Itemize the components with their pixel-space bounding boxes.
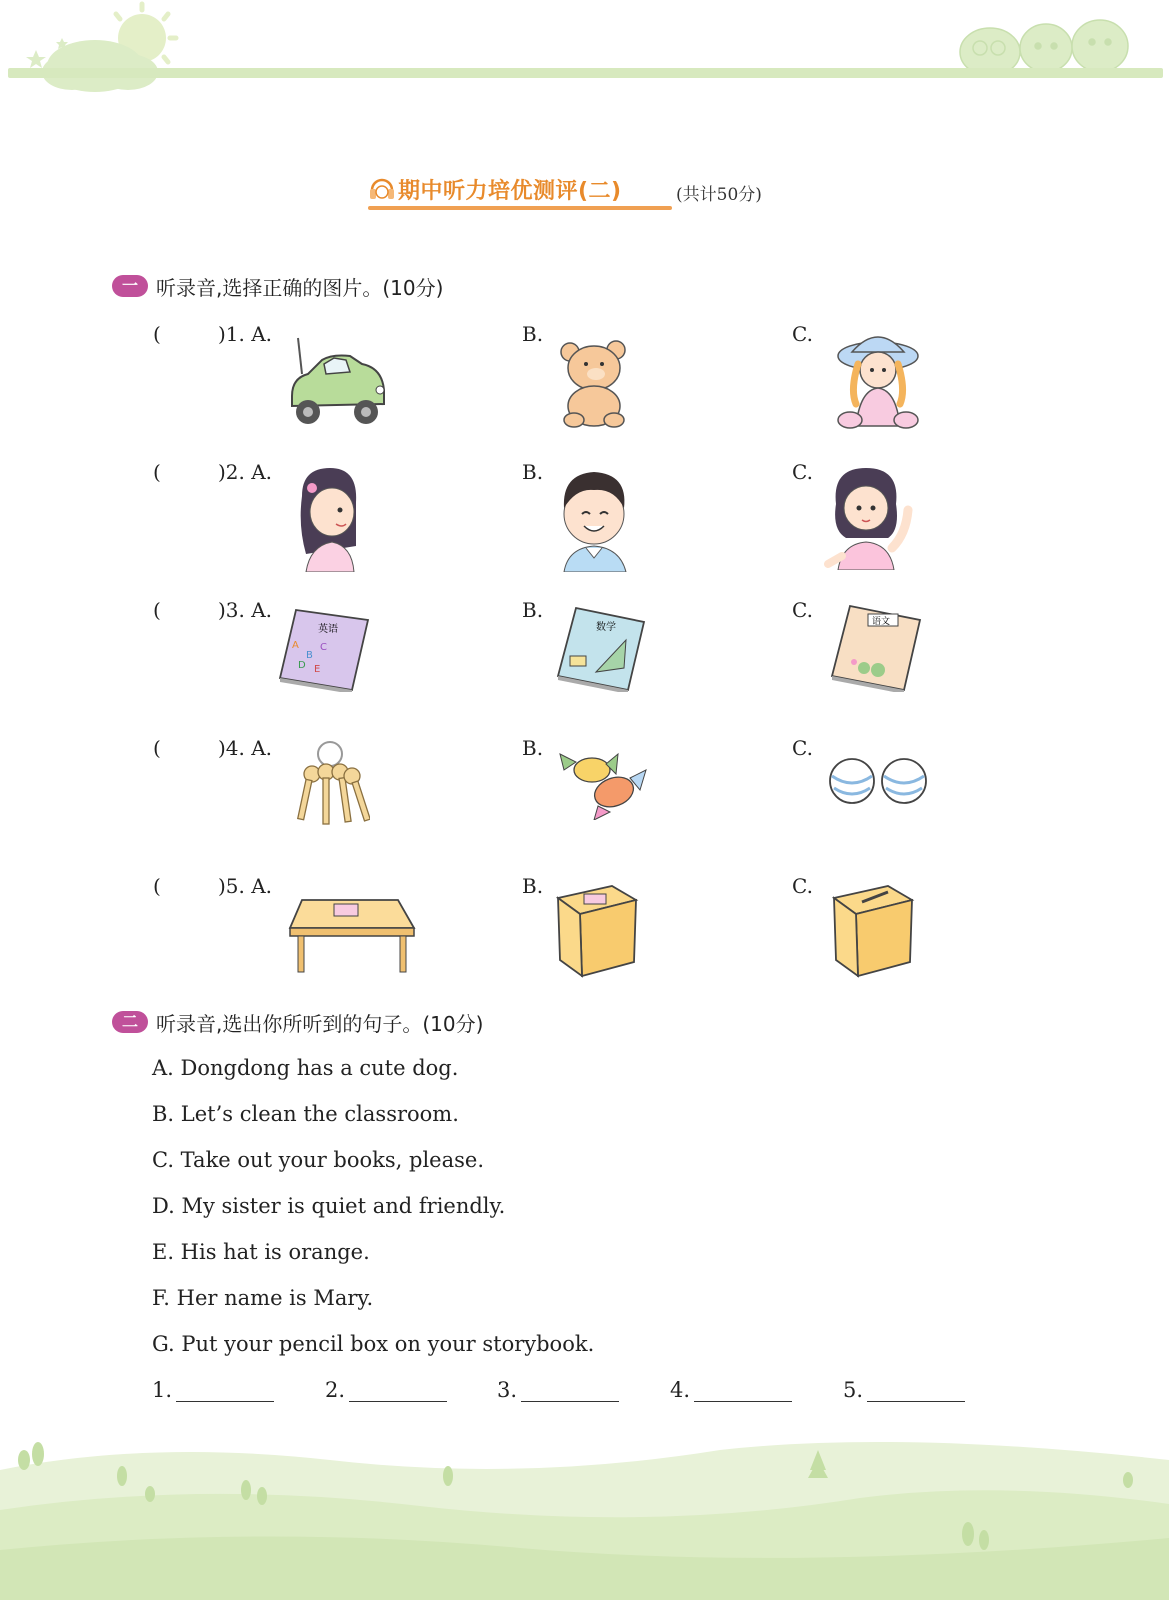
option-b-label: B. — [522, 322, 544, 346]
question-number: )3. A. — [218, 598, 273, 622]
answer-blank — [843, 1378, 965, 1402]
option-b-label: B. — [522, 874, 544, 898]
sentence-option: D. My sister is quiet and friendly. — [152, 1194, 506, 1218]
girl-waving-icon[interactable] — [824, 464, 920, 570]
answer-blank — [152, 1378, 274, 1402]
english-book-icon[interactable] — [278, 606, 374, 692]
question-number: )1. A. — [218, 322, 273, 346]
boy-icon[interactable] — [554, 466, 634, 572]
section-badge: 二 — [112, 1011, 148, 1033]
sentence-option: B. Let’s clean the classroom. — [152, 1102, 459, 1126]
question-row — [0, 322, 1169, 462]
blank-number: 2. — [325, 1378, 346, 1402]
headphones-icon — [368, 172, 396, 204]
blank-line[interactable] — [521, 1381, 619, 1402]
chinese-book-icon[interactable] — [830, 604, 924, 692]
answer-paren[interactable]: ( — [153, 736, 161, 760]
table-icon[interactable] — [288, 896, 416, 974]
sentence-option: G. Put your pencil box on your storybook. — [152, 1332, 595, 1356]
question-number: )4. A. — [218, 736, 273, 760]
section-title: 听录音,选出你所听到的句子。(10分) — [156, 1012, 484, 1036]
answer-paren[interactable]: ( — [153, 874, 161, 898]
answer-blank — [670, 1378, 792, 1402]
doll-icon[interactable] — [830, 330, 926, 430]
section-badge: 一 — [112, 275, 148, 297]
option-b-label: B. — [522, 598, 544, 622]
question-row — [0, 874, 1169, 1014]
svg-text:C: C — [320, 642, 327, 653]
answer-paren[interactable]: ( — [153, 322, 161, 346]
sun-cloud-icon — [26, 4, 176, 92]
footer-hills — [0, 1420, 1169, 1600]
sentence-option: C. Take out your books, please. — [152, 1148, 484, 1172]
answer-blank — [325, 1378, 447, 1402]
math-book-icon[interactable] — [556, 606, 648, 692]
blank-number: 3. — [497, 1378, 518, 1402]
keys-icon[interactable] — [286, 738, 370, 832]
section-title: 听录音,选择正确的图片。(10分) — [156, 276, 444, 300]
title-main: 期中听力培优测评(二) — [398, 179, 622, 204]
question-number: )5. A. — [218, 874, 273, 898]
candy-icon[interactable] — [558, 748, 650, 820]
svg-text:B: B — [306, 650, 313, 661]
blank-line[interactable] — [867, 1381, 965, 1402]
question-number: )2. A. — [218, 460, 273, 484]
option-c-label: C. — [792, 736, 813, 760]
answer-blank — [497, 1378, 619, 1402]
option-b-label: B. — [522, 460, 544, 484]
sentence-option: F. Her name is Mary. — [152, 1286, 374, 1310]
svg-text:A: A — [292, 640, 299, 651]
blank-number: 4. — [670, 1378, 691, 1402]
blank-number: 5. — [843, 1378, 864, 1402]
blank-line[interactable] — [349, 1381, 447, 1402]
box-icon[interactable] — [556, 884, 640, 978]
header-decoration — [0, 0, 1169, 110]
option-c-label: C. — [792, 874, 813, 898]
sentence-option: E. His hat is orange. — [152, 1240, 370, 1264]
title-underline — [368, 206, 672, 210]
title-score: (共计50分) — [676, 185, 762, 205]
svg-text:E: E — [314, 664, 321, 675]
book-title-math: 数学 — [596, 622, 616, 633]
blank-line[interactable] — [694, 1381, 792, 1402]
girl-long-hair-icon[interactable] — [294, 466, 364, 572]
sentence-option: A. Dongdong has a cute dog. — [152, 1056, 459, 1080]
book-title-english: 英语 — [318, 624, 338, 635]
question-row — [0, 460, 1169, 600]
answer-paren[interactable]: ( — [153, 460, 161, 484]
option-b-label: B. — [522, 736, 544, 760]
option-c-label: C. — [792, 322, 813, 346]
question-row — [0, 736, 1169, 876]
box-pencil-icon[interactable] — [832, 884, 916, 978]
header-band — [8, 68, 1163, 78]
book-title-chinese: 语文 — [872, 617, 891, 627]
question-row — [0, 598, 1169, 738]
answer-paren[interactable]: ( — [153, 598, 161, 622]
balls-icon[interactable] — [828, 756, 930, 806]
blank-number: 1. — [152, 1378, 173, 1402]
option-c-label: C. — [792, 598, 813, 622]
blank-line[interactable] — [176, 1381, 274, 1402]
option-c-label: C. — [792, 460, 813, 484]
teddy-bear-icon[interactable] — [556, 338, 636, 428]
svg-text:D: D — [298, 660, 306, 671]
toy-car-icon[interactable] — [284, 334, 390, 430]
